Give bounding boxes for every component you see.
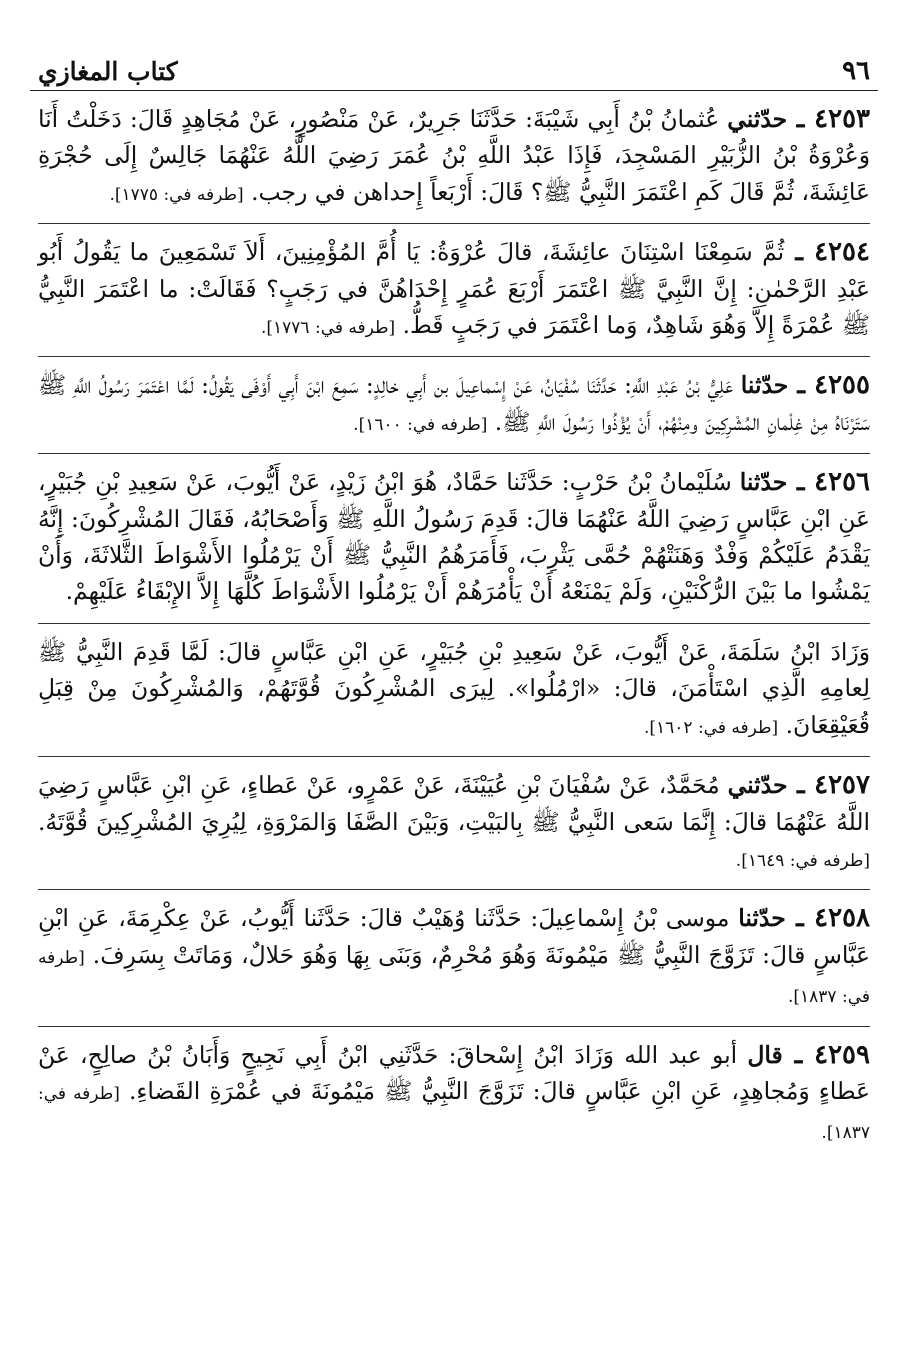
hadith-4256-addition	[38, 624, 870, 757]
hadith-4259: ٤٢٥٩ ـ قال أبو عبد الله وَزَادَ ابْنُ إِسْحاقَ: حَدَّثَنِي ابْنُ أَبِي نَجِيحٍ وَأَبَانُ بْنُ صالِحٍ، عَنْ عَطاءٍ وَمُجاهِدٍ، عَنِ ابْنِ عَبَّاسٍ قالَ: تَزَوَّجَ النَّبِيُّ ﷺ مَيْمُونَةَ في عُمْرَةِ القَضاءِ. [طرفه في: ١٨٣٧].	[38, 1039, 870, 1144]
hadith-opening: حدّثني	[727, 771, 788, 800]
book-page	[30, 48, 878, 1338]
hadith-opening: حدّثنا	[738, 904, 786, 933]
hadith-number: ٤٢٥٨	[814, 903, 870, 934]
hadith-number: ٤٢٥٩	[814, 1039, 870, 1070]
hadith-opening: حدّثنا	[739, 468, 788, 497]
hadith-text: وَزَادَ ابْنُ سَلَمَةَ، عَنْ أَيُّوبَ، عَنْ سَعِيدِ بْنِ جُبَيْرٍ، عَنِ ابْنِ عَبَّاسٍ قالَ: لَمَّا قَدِمَ النَّبِيُّ ﷺ لِعامِهِ الَّذِي اسْتَأْمَنَ، قالَ: «ارْمُلُوا». لِيرَى المُشْرِكُونَ قُوَّتَهُمْ، وَالمُشْرِكُونَ مِنْ قِبَلِ قُعَيْقِعَانَ.	[38, 637, 870, 739]
hadith-opening: قال	[747, 1040, 783, 1069]
hadith-4256: ٤٢٥٦ ـ حدّثنا سُلَيْمانُ بْنُ حَرْبٍ: حَدَّثَنا حَمَّادٌ، هُوَ ابْنُ زَيْدٍ، عَنْ أَيُّوبَ، عَنْ سَعِيدِ بْنِ جُبَيْرٍ، عَنِ ابْنِ عَبَّاسٍ رَضِيَ اللَّهُ عَنْهُمَا قالَ: قَدِمَ رَسُولُ اللَّهِ ﷺ وَأَصْحَابُهُ، فَقَالَ المُشْرِكُونَ: إِنَّهُ يَقْدَمُ عَلَيْكُمْ وَفْدٌ وَهَنَتْهُمْ حُمَّى يَثْرِبَ، فَأَمَرَهُمُ النَّبِيُّ ﷺ أَنْ يَرْمُلُوا الأَشْوَاطَ الثَّلاثَةَ، وَأَنْ يَمْشُوا ما بَيْنَ الرُّكْنَيْنِ، وَلَمْ يَمْنَعْهُ أَنْ يَأْمُرَهُمْ أَنْ يَرْمُلُوا الأَشْوَاطَ كُلَّهَا إِلاَّ الإِبْقَاءُ عَلَيْهِمْ.	[38, 454, 870, 624]
hadith-4255: ٤٢٥٥ ـ حدّثنا عَلِيُّ بْنُ عَبْدِ اللَّهِ: حَدَّثَنَا سُفْيَانُ، عَنْ إِسْماعِيلَ بن أَبِي خالِدٍ: سَمِعَ ابْنَ أَبِي أَوْفَى يَقُولُ: لَمَّا اعْتَمَرَ رَسُولُ اللَّهِ ﷺ سَتَرْنَاهُ مِنْ غِلْمانِ المُشْرِكِينَ ومِنْهُمْ، أَنْ يُؤْذُوا رَسُولَ اللَّهِ ﷺ. [طرفه في: ١٦٠٠].	[38, 357, 870, 454]
hadith-opening: حدّثني	[727, 105, 788, 133]
page-header	[30, 48, 878, 91]
hadith-reference: [طرفه في: ١٦٠٠].	[353, 414, 488, 435]
hadith-reference: [طرفه في: ١٨٣٧].	[38, 1083, 870, 1144]
hadith-4254: ٤٢٥٤ ـ ثُمَّ سَمِعْنَا اسْتِنَانَ عائِشَةَ، قالَ عُرْوَةُ: يَا أُمَّ المُؤْمِنِينَ، أَلاَ تَسْمَعِينَ ما يَقُولُ أَبُو عَبْدِ الرَّحْمٰنِ: إِنَّ النَّبِيَّ ﷺ اعْتَمَرَ أَرْبَعَ عُمَرٍ إِحْدَاهُنَّ في رَجَبٍ؟ فَقَالَتْ: ما اعْتَمَرَ النَّبِيُّ ﷺ عُمْرَةً إِلاَّ وَهُوَ شَاهِدٌ، وَما اعْتَمَرَ في رَجَبٍ قَطُّ. [طرفه في: ١٧٧٦].	[38, 224, 870, 357]
book-title: كتاب المغازي	[38, 57, 178, 86]
hadith-text: أبو عبد الله وَزَادَ ابْنُ إِسْحاقَ: حَدَّثَنِي ابْنُ أَبِي نَجِيحٍ وَأَبَانُ بْنُ صالِحٍ، عَنْ عَطاءٍ وَمُجاهِدٍ، عَنِ ابْنِ عَبَّاسٍ قالَ: تَزَوَّجَ النَّبِيُّ ﷺ مَيْمُونَةَ في عُمْرَةِ القَضاءِ.	[38, 1040, 870, 1105]
hadith-reference: [طرفه في: ١٧٧٦].	[260, 318, 396, 339]
hadith-text: سُلَيْمانُ بْنُ حَرْبٍ: حَدَّثَنا حَمَّادٌ، هُوَ ابْنُ زَيْدٍ، عَنْ أَيُّوبَ، عَنْ سَعِيدِ بْنِ جُبَيْرٍ، عَنِ ابْنِ عَبَّاسٍ رَضِيَ اللَّهُ عَنْهُمَا قالَ: قَدِمَ رَسُولُ اللَّهِ ﷺ وَأَصْحَابُهُ، فَقَالَ المُشْرِكُونَ: إِنَّهُ يَقْدَمُ عَلَيْكُمْ وَفْدٌ وَهَنَتْهُمْ حُمَّى يَثْرِبَ، فَأَمَرَهُمُ النَّبِيُّ ﷺ أَنْ يَرْمُلُوا الأَشْوَاطَ الثَّلاثَةَ، وَأَنْ يَمْشُوا ما بَيْنَ الرُّكْنَيْنِ، وَلَمْ يَمْنَعْهُ أَنْ يَأْمُرَهُمْ أَنْ يَرْمُلُوا الأَشْوَاطَ كُلَّهَا إِلاَّ الإِبْقَاءُ عَلَيْهِمْ.	[37, 468, 870, 606]
hadith-4253: ٤٢٥٣ ـ حدّثني عُثمانُ بْنُ أَبِي شَيْبَةَ: حَدَّثَنَا جَرِيرٌ، عَنْ مَنْصُورٍ، عَنْ مُجَاهِدٍ قَالَ: دَخَلْتُ أَنَا وَعُرْوَةُ بْنُ الزُّبَيْرِ المَسْجِدَ، فَإِذَا عَبْدُ اللَّهِ بْنُ عُمَرَ رَضِيَ اللَّهُ عَنْهُمَا جَالِسٌ إِلَى حُجْرَةِ عَائِشَةَ، ثُمَّ قَالَ كَمِ اعْتَمَرَ النَّبِيُّ ﷺ؟ قَالَ: أَرْبَعاً إِحداهن في رجب. [طرفه في: ١٧٧٥].	[38, 91, 870, 224]
page-number: ٩٦	[842, 56, 870, 86]
hadith-number: ٤٢٥٥	[814, 370, 870, 401]
hadith-text: عَلِيُّ بْنُ عَبْدِ اللَّهِ: حَدَّثَنَا سُفْيَانُ، عَنْ إِسْماعِيلَ بن أَبِي خالِدٍ: سَمِعَ ابْنَ أَبِي أَوْفَى يَقُولُ: لَمَّا اعْتَمَرَ رَسُولُ اللَّهِ ﷺ سَتَرْنَاهُ مِنْ غِلْمانِ المُشْرِكِينَ ومِنْهُمْ، أَنْ يُؤْذُوا رَسُولَ اللَّهِ ﷺ.	[38, 371, 870, 436]
hadith-text: موسى بْنُ إِسْماعِيلَ: حَدَّثَنا وُهَيْبٌ قالَ: حَدَّثَنا أَيُّوبُ، عَنْ عِكْرِمَةَ، عَنِ ابْنِ عَبَّاسٍ قالَ: تَزَوَّجَ النَّبِيُّ ﷺ مَيْمُونَةَ وَهُوَ مُحْرِمٌ، وَبَنَى بِهَا وَهُوَ حَلالٌ، وَمَاتَتْ بِسَرِفَ.	[38, 904, 870, 969]
hadith-number: ٤٢٥٣	[814, 104, 870, 134]
hadith-opening: حدّثنا	[740, 371, 789, 400]
hadith-4257: ٤٢٥٧ ـ حدّثني مُحَمَّدٌ، عَنْ سُفْيَانَ بْنِ عُيَيْنَةَ، عَنْ عَمْرٍو، عَنْ عَطاءٍ، عَنِ ابْنِ عَبَّاسٍ رَضِيَ اللَّهُ عَنْهُمَا قالَ: إِنَّمَا سَعى النَّبِيُّ ﷺ بِالبَيْتِ، وَبَيْنَ الصَّفَا وَالمَرْوَةِ، لِيُرِيَ المُشْرِكِينَ قُوَّتَهُ. [طرفه في: ١٦٤٩].	[38, 757, 870, 890]
hadith-number: ٤٢٥٤	[814, 237, 870, 268]
hadith-text: عُثمانُ بْنُ أَبِي شَيْبَةَ: حَدَّثَنَا جَرِيرٌ، عَنْ مَنْصُورٍ، عَنْ مُجَاهِدٍ قَالَ: دَخَلْتُ أَنَا وَعُرْوَةُ بْنُ الزُّبَيْرِ المَسْجِدَ، فَإِذَا عَبْدُ اللَّهِ بْنُ عُمَرَ رَضِيَ اللَّهُ عَنْهُمَا جَالِسٌ إِلَى حُجْرَةِ عَائِشَةَ، ثُمَّ قَالَ كَمِ اعْتَمَرَ النَّبِيُّ ﷺ؟ قَالَ: أَرْبَعاً إِحداهن في رجب.	[38, 105, 870, 206]
hadith-text: ثُمَّ سَمِعْنَا اسْتِنَانَ عائِشَةَ، قالَ عُرْوَةُ: يَا أُمَّ المُؤْمِنِينَ، أَلاَ تَسْمَعِينَ ما يَقُولُ أَبُو عَبْدِ الرَّحْمٰنِ: إِنَّ النَّبِيَّ ﷺ اعْتَمَرَ أَرْبَعَ عُمَرٍ إِحْدَاهُنَّ في رَجَبٍ؟ فَقَالَتْ: ما اعْتَمَرَ النَّبِيُّ ﷺ عُمْرَةً إِلاَّ وَهُوَ شَاهِدٌ، وَما اعْتَمَرَ في رَجَبٍ قَطُّ.	[38, 238, 870, 340]
hadith-text: مُحَمَّدٌ، عَنْ سُفْيَانَ بْنِ عُيَيْنَةَ، عَنْ عَمْرٍو، عَنْ عَطاءٍ، عَنِ ابْنِ عَبَّاسٍ رَضِيَ اللَّهُ عَنْهُمَا قالَ: إِنَّمَا سَعى النَّبِيُّ ﷺ بِالبَيْتِ، وَبَيْنَ الصَّفَا وَالمَرْوَةِ، لِيُرِيَ المُشْرِكِينَ قُوَّتَهُ.	[38, 771, 870, 836]
hadith-reference: [طرفه في: ١٦٤٩].	[735, 850, 870, 871]
hadith-reference: [طرفه في: ١٨٣٧].	[38, 947, 870, 1008]
hadith-reference: [طرفه في: ١٦٠٢].	[643, 717, 779, 738]
hadith-number: ٤٢٥٦	[814, 467, 870, 498]
hadith-number: ٤٢٥٧	[814, 770, 870, 801]
hadith-4258: ٤٢٥٨ ـ حدّثنا موسى بْنُ إِسْماعِيلَ: حَدَّثَنا وُهَيْبٌ قالَ: حَدَّثَنا أَيُّوبُ، عَنْ عِكْرِمَةَ، عَنِ ابْنِ عَبَّاسٍ قالَ: تَزَوَّجَ النَّبِيُّ ﷺ مَيْمُونَةَ وَهُوَ مُحْرِمٌ، وَبَنَى بِهَا وَهُوَ حَلالٌ، وَمَاتَتْ بِسَرِفَ. [طرفه في: ١٨٣٧].	[38, 890, 870, 1026]
hadith-reference: [طرفه في: ١٧٧٥].	[109, 184, 244, 205]
page-content	[30, 91, 878, 1162]
